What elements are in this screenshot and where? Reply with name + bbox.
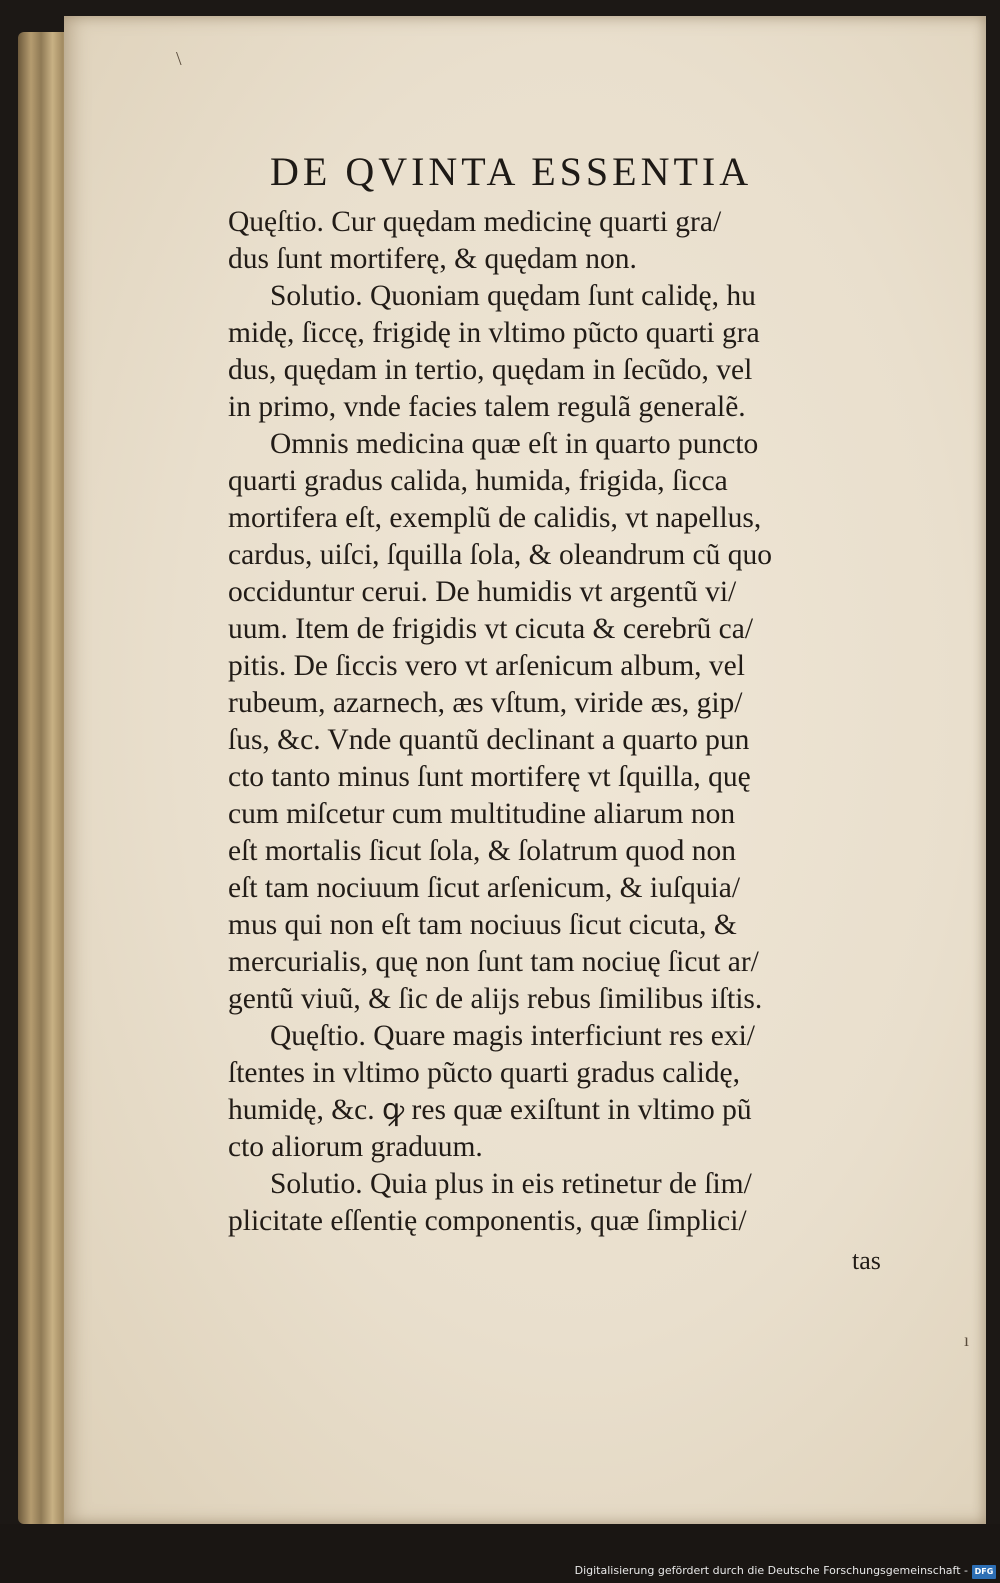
text-line: ſtentes in vltimo pũcto quarti gradus calidę, bbox=[228, 1057, 741, 1089]
text-line: in primo, vnde facies talem regulã generalẽ. bbox=[228, 391, 746, 423]
text-line: eſt mortalis ſicut ſola, & ſolatrum quod non bbox=[228, 835, 736, 867]
text-line: plicitate eſſentię componentis, quæ ſimplici/ bbox=[228, 1205, 747, 1237]
text-line: midę, ſiccę, frigidę in vltimo pũcto quarti gra bbox=[228, 317, 760, 349]
text-line: Solutio. Quoniam quędam ſunt calidę, hu bbox=[270, 280, 756, 312]
catchword: tas bbox=[852, 1246, 881, 1275]
text-line: ſus, &c. Vnde quantũ declinant a quarto pun bbox=[228, 724, 750, 756]
text-line: cum miſcetur cum multitudine aliarum non bbox=[228, 798, 736, 830]
text-line: dus ſunt mortiferę, & quędam non. bbox=[228, 243, 637, 275]
paper-mark: ı bbox=[964, 1330, 970, 1350]
text-line: mus qui non eſt tam nociuus ſicut cicuta, & bbox=[228, 909, 737, 941]
text-line: uum. Item de frigidis vt cicuta & cerebrũ ca/ bbox=[228, 613, 754, 645]
text-line: Quęſtio. Quare magis interficiunt res exi/ bbox=[270, 1020, 755, 1052]
text-line: mortifera eſt, exemplũ de calidis, vt napellus, bbox=[228, 502, 762, 534]
text-line: mercurialis, quę non ſunt tam nociuę ſicut ar/ bbox=[228, 946, 759, 978]
footer-credit: Digitalisierung gefördert durch die Deutsche Forschungsgemeinschaft - bbox=[574, 1564, 968, 1577]
viewer-footer bbox=[0, 1524, 1000, 1583]
text-line: quarti gradus calida, humida, frigida, ſicca bbox=[228, 465, 728, 497]
text-line: Quęſtio. Cur quędam medicinę quarti gra/ bbox=[228, 206, 722, 238]
text-line: humidę, &c. ꝙ res quæ exiſtunt in vltimo pũ bbox=[228, 1094, 752, 1126]
text-line: dus, quędam in tertio, quędam in ſecũdo, vel bbox=[228, 354, 753, 386]
text-line: occiduntur cerui. De humidis vt argentũ vi/ bbox=[228, 576, 737, 608]
text-line: gentũ viuũ, & ſic de alijs rebus ſimilibus iſtis. bbox=[228, 983, 763, 1015]
text-line: eſt tam nociuum ſicut arſenicum, & iuſquia/ bbox=[228, 872, 741, 904]
text-line: rubeum, azarnech, æs vſtum, viride æs, gip/ bbox=[228, 687, 743, 719]
text-line: cto tanto minus ſunt mortiferę vt ſquilla, quę bbox=[228, 761, 751, 793]
paper-mark: \ bbox=[176, 48, 182, 70]
running-head: DE QVINTA ESSENTIA bbox=[270, 149, 753, 194]
dfg-logo-icon: DFG bbox=[972, 1565, 996, 1579]
text-line: cto aliorum graduum. bbox=[228, 1131, 483, 1163]
text-line: pitis. De ſiccis vero vt arſenicum album, vel bbox=[228, 650, 745, 682]
text-line: Omnis medicina quæ eſt in quarto puncto bbox=[270, 428, 759, 460]
page-body-text bbox=[228, 204, 893, 1240]
text-line: cardus, uiſci, ſquilla ſola, & oleandrum cũ quo bbox=[228, 539, 772, 571]
text-line: Solutio. Quia plus in eis retinetur de ſim/ bbox=[270, 1168, 752, 1200]
